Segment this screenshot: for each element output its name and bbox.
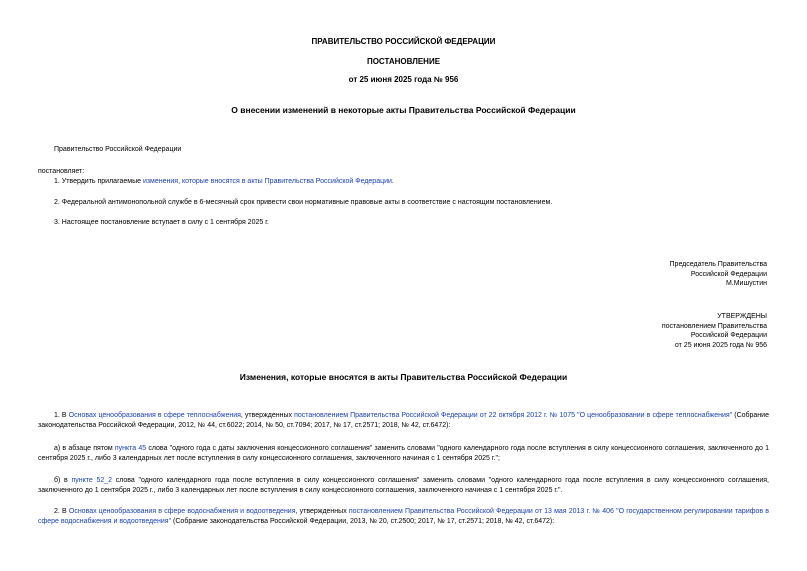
item-2: 2. Федеральной антимонопольной службе в 6-месячный срок привести свои нормативные правовые акты в соответствие с настоящим постановлением. — [54, 199, 553, 206]
item-1-prefix: 1. Утвердить прилагаемые — [54, 178, 143, 185]
change-1-text-c: (Собрание законодательства Российской Федерации, 2012, № 44, ст.6022; 2014, № 50, ст.7094; 2017, № 17, ст.2571; 2018, № 42, ст.6472): — [38, 412, 769, 429]
preamble-decrees: постановляет: — [38, 168, 85, 175]
change-1-text-a: 1. В — [54, 412, 69, 419]
changes-title: Изменения, которые вносятся в акты Правительства Российской Федерации — [239, 372, 568, 382]
change-1 — [38, 411, 769, 430]
decree-1075-link[interactable]: постановлением Правительства Российской Федерации от 22 октября 2012 г. № 1075 "О ценообразовании в сфере теплоснабжения" — [294, 412, 733, 419]
signature-block — [670, 260, 767, 289]
change-1a — [38, 444, 769, 463]
header-doc-type: ПОСТАНОВЛЕНИЕ — [366, 57, 441, 66]
point-52-2-link[interactable]: пункте 52_2 — [71, 477, 113, 484]
change-2-text-b: , утвержденных — [295, 508, 349, 515]
water-supply-pricing-link[interactable]: Основах ценообразования в сфере водоснабжения и водоотведения — [68, 508, 296, 515]
approved-line-2: постановлением Правительства — [661, 322, 767, 330]
change-2 — [38, 507, 769, 526]
changes-link[interactable]: изменения, которые вносятся в акты Правительства Российской Федерации — [142, 178, 392, 185]
document-title: О внесении изменений в некоторые акты Правительства Российской Федерации — [231, 105, 576, 115]
heat-supply-pricing-link[interactable]: Основах ценообразования в сфере теплоснабжения — [68, 412, 241, 419]
signature-line-3: М.Мишустин — [725, 280, 767, 287]
approved-line-3: Российской Федерации — [690, 332, 767, 339]
point-45-link[interactable]: пункта 45 — [114, 445, 147, 452]
item-1-suffix: . — [391, 178, 394, 185]
approved-line-1: УТВЕРЖДЕНЫ — [717, 313, 767, 320]
header-org: ПРАВИТЕЛЬСТВО РОССИЙСКОЙ ФЕДЕРАЦИИ — [311, 37, 496, 46]
item-3: 3. Настоящее постановление вступает в силу с 1 сентября 2025 г. — [54, 219, 269, 226]
change-2-text-c: (Собрание законодательства Российской Федерации, 2013, № 20, ст.2500; 2017, № 17, ст.2571; 2018, № 42, ст.6472): — [171, 517, 555, 525]
preamble-government: Правительство Российской Федерации — [54, 146, 182, 153]
signature-line-2: Российской Федерации — [690, 270, 767, 278]
item-1 — [54, 178, 394, 185]
change-1a-text-b: слова "одного года с даты заключения концессионного соглашения" заменить словами "одного календарного года после вступления в силу концессионного соглашения, заключенного до 1 сентября 2025 г., либо 3 календарных лет после вступления в силу концессионного соглашения, заключенного начиная с 1 сентября 2025 г."; — [38, 445, 769, 462]
change-1b-text-b: слова "одного календарного года после вступления в силу концессионного соглашения" заменить словами "одного календарного года после вступления в силу концессионного соглашения, заключенного до 1 сентября 2025 г., либо 3 календарных лет после вступления в силу концессионного соглашения, заключенного начиная с 1 сентября 2025 г.". — [38, 477, 770, 494]
change-2-text-a: 2. В — [54, 508, 69, 515]
decree-406-link[interactable]: постановлением Правительства Российской Федерации от 13 мая 2013 г. № 406 "О государственном регулировании тарифов в сфере водоснабжения и водоотведения" — [38, 508, 769, 525]
change-1b-text-a: б) в — [54, 477, 72, 484]
signature-line-1: Председатель Правительства — [669, 261, 767, 268]
approved-line-4: от 25 июня 2025 года № 956 — [674, 341, 767, 349]
approved-block — [662, 312, 767, 350]
change-1a-text-a: а) в абзаце пятом — [54, 445, 115, 452]
change-1-text-b: , утвержденных — [240, 412, 295, 419]
header-date-number: от 25 июня 2025 года № 956 — [348, 75, 459, 84]
change-1b — [38, 476, 769, 495]
